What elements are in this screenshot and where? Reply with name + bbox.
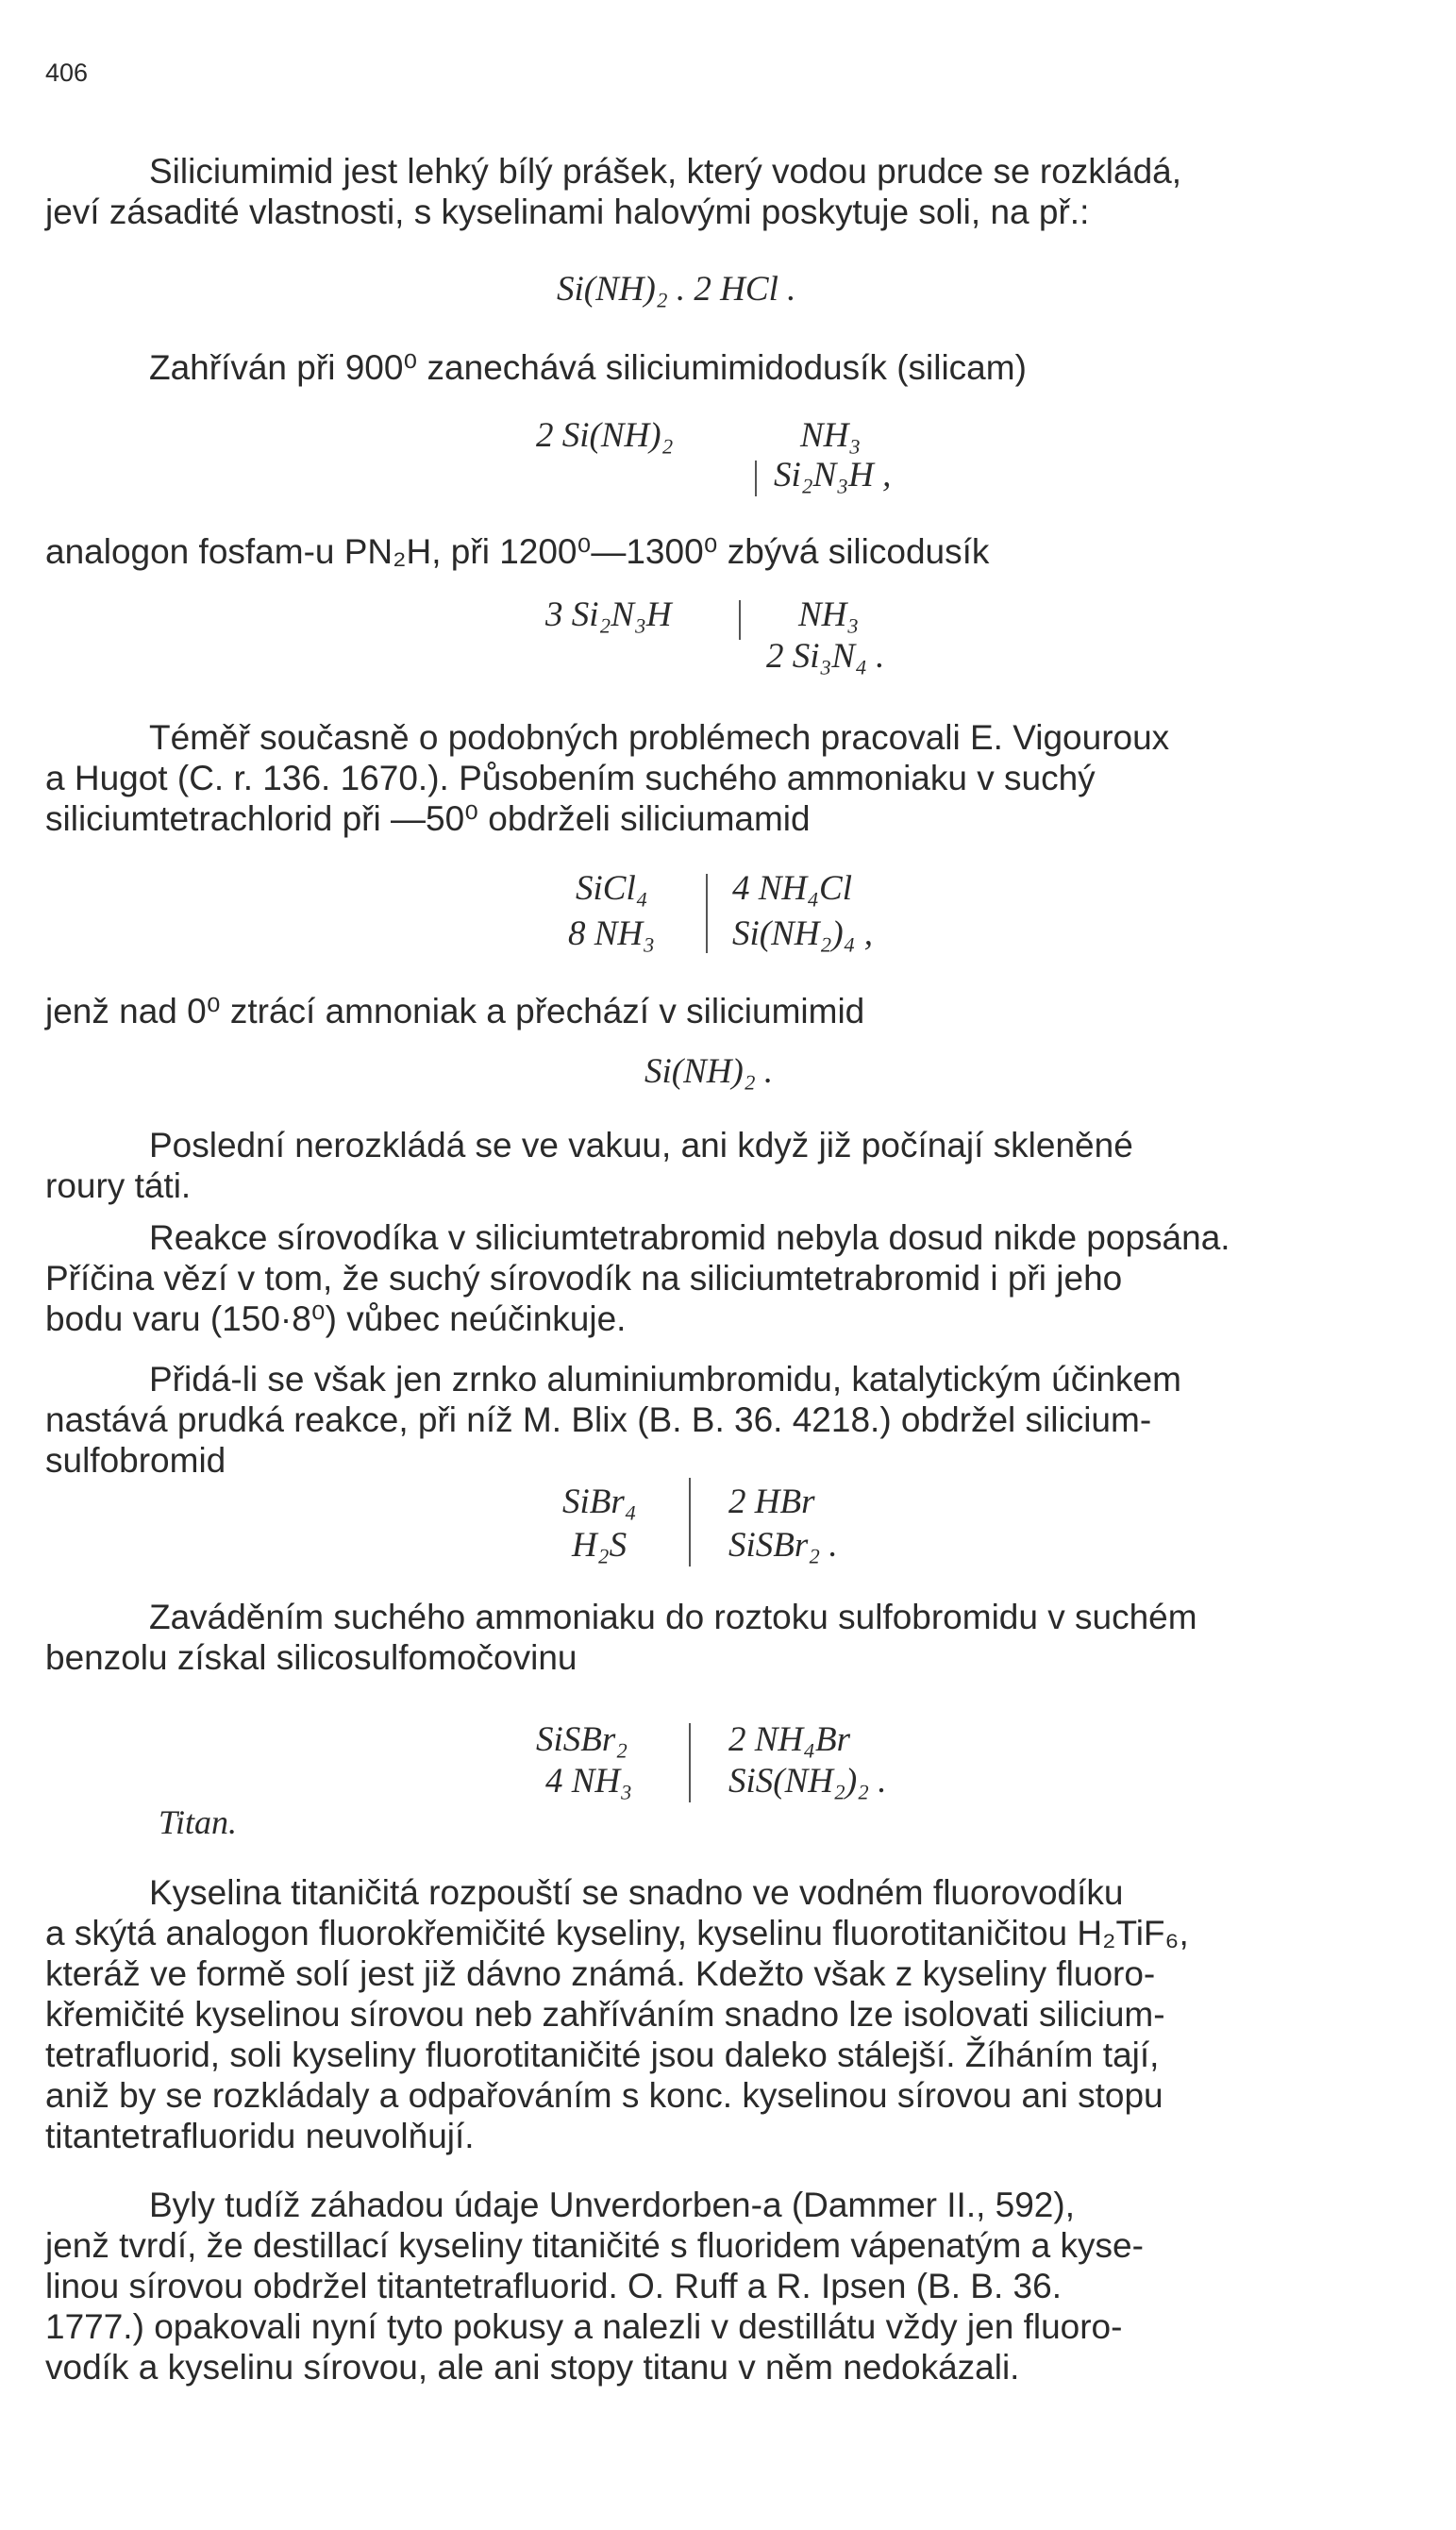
- paragraph-unverdorben: [45, 2185, 1415, 2388]
- text-line: a Hugot (C. r. 136. 1670.). Působením suchého ammoniaku v suchý: [45, 759, 1096, 797]
- text-line: linou sírovou obdržel titantetrafluorid. O. Ruff a R. Ipsen (B. B. 36.: [45, 2267, 1062, 2305]
- text-line: benzolu získal silicosulfomočovinu: [45, 1638, 577, 1677]
- text-line: nastává prudká reakce, při níž M. Blix (B. B. 36. 4218.) obdržel silicium-: [45, 1400, 1152, 1439]
- text-line: roury táti.: [45, 1166, 192, 1205]
- paragraph-reakce: [45, 1217, 1415, 1339]
- formula-right-1: NH₃: [798, 595, 860, 634]
- text-line: jenž nad 0⁰ ztrácí amnoniak a přechází v siliciumimid: [45, 992, 865, 1030]
- formula-left-2: H₂S: [572, 1526, 628, 1565]
- formula-right-1: 2 NH₄Br: [728, 1720, 851, 1759]
- formula-right-2: SiSBr₂ .: [728, 1526, 838, 1565]
- formula-left-1: 3 Si₂N₃H: [545, 595, 672, 634]
- text-line: Zahříván při 900⁰ zanechává siliciumimidodusík (silicam): [149, 348, 1027, 387]
- text-line: Reakce sírovodíka v siliciumtetrabromid nebyla dosud nikde popsána.: [149, 1218, 1230, 1257]
- paragraph-siliciumimid: [45, 151, 1415, 232]
- text-line: Přidá-li se však jen zrnko aluminiumbromidu, katalytickým účinkem: [149, 1360, 1181, 1399]
- paragraph-zahrivan: [45, 347, 1415, 388]
- formula-left-1: SiCl₄: [576, 869, 648, 908]
- text-line: Byly tudíž záhadou údaje Unverdorben-a (Dammer II., 592),: [149, 2186, 1075, 2224]
- formula-si-nh-hcl: Si(NH)₂ . 2 HCl .: [557, 270, 796, 309]
- text-line: Poslední nerozkládá se ve vakuu, ani když již počínají skleněné: [149, 1126, 1133, 1164]
- text-line: a skýtá analogon fluorokřemičité kyseliny, kyselinu fluorotitaničitou H₂TiF₆,: [45, 1914, 1189, 1952]
- text-line: analogon fosfam-u PN₂H, při 1200⁰—1300⁰ zbývá silicodusík: [45, 532, 990, 571]
- formula-right-1: 4 NH₄Cl: [732, 869, 852, 908]
- formula-right-2: 2 Si₃N₄ .: [766, 637, 885, 676]
- text-line: sulfobromid: [45, 1441, 226, 1480]
- text-line: aniž by se rozkládaly a odpařováním s konc. kyselinou sírovou ani stopu: [45, 2076, 1163, 2115]
- formula-right-2: Si(NH₂)₄ ,: [732, 914, 874, 953]
- text-line: kteráž ve formě solí jest již dávno známá. Kdežto však z kyseliny fluoro-: [45, 1954, 1156, 1993]
- formula-left-2: 8 NH₃: [568, 914, 656, 953]
- formula-left-1: 2 Si(NH)₂: [536, 416, 674, 455]
- formula-left-2: 4 NH₃: [545, 1762, 633, 1801]
- paragraph-zavadenim: [45, 1597, 1415, 1678]
- paragraph-kyselina-titanicita: [45, 1872, 1415, 2156]
- text-line: Téměř současně o podobných problémech pracovali E. Vigouroux: [149, 718, 1170, 757]
- reaction-separator: [689, 1723, 691, 1802]
- formula-right-2: Si₂N₃H ,: [774, 456, 892, 494]
- text-line: bodu varu (150·8⁰) vůbec neúčinkuje.: [45, 1299, 627, 1338]
- formula-right-1: 2 HBr: [728, 1483, 815, 1521]
- text-line: křemičité kyselinou sírovou neb zahříváním snadno lze isolovati silicium-: [45, 1995, 1165, 2034]
- reaction-separator: [755, 461, 757, 496]
- paragraph-amnoniak: [45, 991, 1415, 1031]
- text-line: Siliciumimid jest lehký bílý prášek, který vodou prudce se rozkládá,: [149, 152, 1182, 191]
- reaction-separator: [689, 1478, 691, 1567]
- text-line: Příčina vězí v tom, že suchý sírovodík na siliciumtetrabromid i při jeho: [45, 1259, 1123, 1298]
- text-line: Zaváděním suchého ammoniaku do roztoku sulfobromidu v suchém: [149, 1598, 1197, 1636]
- text-line: jeví zásadité vlastnosti, s kyselinami halovými poskytuje soli, na př.:: [45, 193, 1090, 231]
- text-line: Kyselina titaničitá rozpouští se snadno ve vodném fluorovodíku: [149, 1873, 1124, 1912]
- reaction-separator: [706, 874, 708, 953]
- text-line: jenž tvrdí, že destillací kyseliny titaničité s fluoridem vápenatým a kyse-: [45, 2226, 1144, 2265]
- text-line: tetrafluorid, soli kyseliny fluorotitaničité jsou daleko stálejší. Žíháním tají,: [45, 2036, 1160, 2074]
- formula-right-2: SiS(NH₂)₂ .: [728, 1762, 887, 1801]
- text-line: titantetrafluoridu neuvolňují.: [45, 2117, 475, 2155]
- paragraph-vigouroux: [45, 717, 1415, 839]
- text-line: 1777.) opakovali nyní tyto pokusy a nalezli v destillátu vždy jen fluoro-: [45, 2307, 1123, 2346]
- paragraph-posledni: [45, 1125, 1415, 1206]
- text-line: vodík a kyselinu sírovou, ale ani stopy titanu v něm nedokázali.: [45, 2348, 1020, 2387]
- formula-siliciumimid: Si(NH)₂ .: [644, 1052, 774, 1091]
- section-heading-titan: Titan.: [159, 1803, 238, 1841]
- formula-left-1: SiBr₄: [562, 1483, 637, 1521]
- page-number: 406: [45, 59, 89, 87]
- paragraph-blix: [45, 1359, 1415, 1481]
- paragraph-fosfam: [45, 531, 1415, 572]
- formula-left-1: SiSBr₂: [536, 1720, 628, 1759]
- reaction-separator: [739, 600, 741, 640]
- formula-right-1: NH₃: [800, 416, 862, 455]
- text-line: siliciumtetrachlorid při —50⁰ obdrželi siliciumamid: [45, 799, 811, 838]
